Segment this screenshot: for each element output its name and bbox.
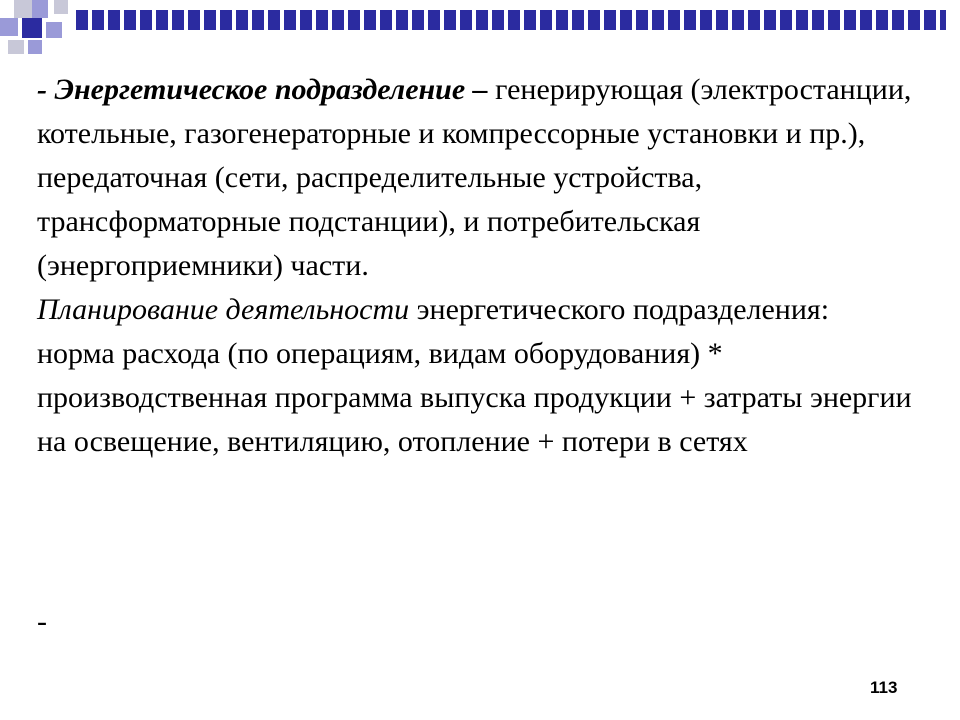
corner-tile <box>28 40 42 54</box>
term-dash: – <box>465 73 496 106</box>
page-number: 113 <box>870 678 898 697</box>
definition-paragraph <box>37 68 937 288</box>
planning-paragraph <box>37 288 937 332</box>
corner-tile <box>32 0 48 18</box>
corner-decoration <box>0 0 80 60</box>
planning-heading: Планирование деятельности <box>37 293 410 326</box>
corner-tile <box>8 40 24 54</box>
corner-tile <box>46 22 62 38</box>
planning-subject: энергетического подразделения: <box>409 293 830 326</box>
corner-tile <box>0 18 18 36</box>
term-heading: - Энергетическое подразделение <box>37 73 466 106</box>
corner-tile <box>14 0 32 18</box>
top-decorative-bar <box>76 10 946 30</box>
slide-body <box>37 68 937 464</box>
trailing-dash: - <box>37 605 47 638</box>
term-definition: генерирующая (электростанции, котельные, газогенераторные и компрессорные установки и пр.), передаточная (сети, распределительные устройства, трансформаторные подстанции), и потребительская (энергоприемники) части. <box>37 73 912 282</box>
corner-tile <box>54 0 68 14</box>
formula-paragraph: норма расхода (по операциям, видам оборудования) * производственная программа выпуска продукции + затраты энергии на освещение, вентиляцию, отопление + потери в сетях <box>37 337 912 458</box>
corner-tile <box>22 18 42 38</box>
